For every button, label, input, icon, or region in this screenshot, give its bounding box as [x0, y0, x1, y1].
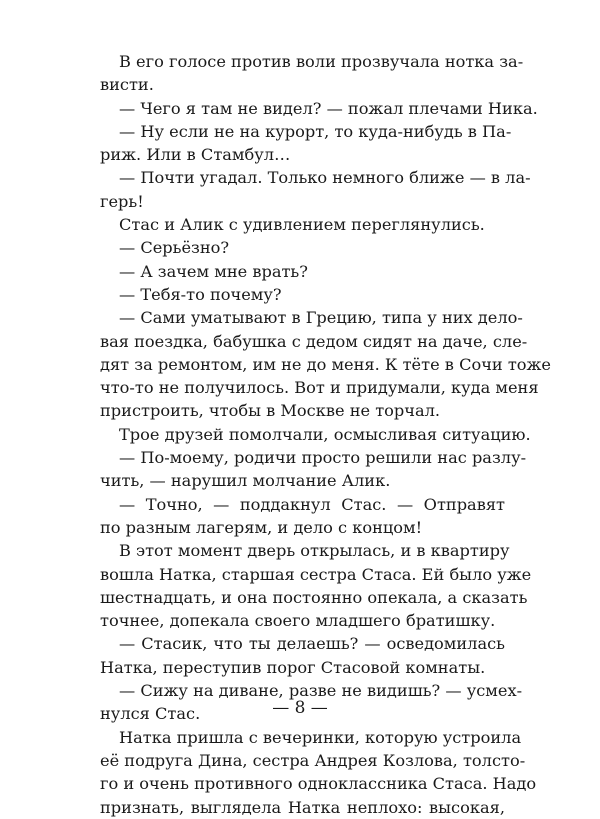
- text-line: шестнадцать, и она постоянно опекала, а сказать: [100, 587, 528, 607]
- text-line: по разным лагерям, и дело с концом!: [100, 517, 423, 537]
- text-line: герь!: [100, 191, 144, 211]
- text-line: висти.: [100, 75, 154, 95]
- page-number: — 8 —: [272, 698, 328, 718]
- text-line: го и очень противного одноклассника Стаса. Надо: [100, 774, 537, 794]
- text-line: В этот момент дверь открылась, и в квартиру: [119, 541, 510, 561]
- text-line: Стас и Алик с удивлением переглянулись.: [119, 215, 485, 235]
- text-line: — Сижу на диване, разве не видишь? — усмех-: [119, 681, 523, 701]
- text-line: — Точно, — поддакнул Стас. — Отправят: [119, 494, 505, 514]
- text-line: вая поездка, бабушка с дедом сидят на даче, сле-: [100, 331, 528, 351]
- text-line: Натка пришла с вечеринки, которую устроила: [119, 727, 522, 747]
- text-line: вошла Натка, старшая сестра Стаса. Ей было уже: [100, 564, 532, 584]
- text-line: — Сами уматывают в Грецию, типа у них дело-: [119, 308, 523, 328]
- text-line: — Почти угадал. Только немного ближе — в ла-: [119, 168, 531, 188]
- text-line: — А зачем мне врать?: [119, 261, 308, 281]
- text-line: — Стасик, что ты делаешь? — осведомилась: [119, 634, 505, 654]
- text-line: — Чего я там не видел? — пожал плечами Ника.: [119, 98, 538, 118]
- text-line: дят за ремонтом, им не до меня. К тёте в Сочи тоже: [100, 354, 552, 374]
- text-line: — Серьёзно?: [119, 238, 230, 258]
- text-line: нулся Стас.: [100, 704, 201, 724]
- text-line: риж. Или в Стамбул…: [100, 145, 291, 165]
- text-line: — Ну если не на курорт, то куда-нибудь в Па-: [119, 121, 512, 141]
- text-line: Натка, переступив порог Стасовой комнаты.: [100, 657, 486, 677]
- text-line: — По-моему, родичи просто решили нас разлу-: [119, 448, 527, 468]
- text-line: чить, — нарушил молчание Алик.: [100, 471, 391, 491]
- text-line: Трое друзей помолчали, осмысливая ситуацию.: [119, 424, 531, 444]
- text-line: её подруга Дина, сестра Андрея Козлова, толсто-: [100, 750, 526, 770]
- text-line: признать, выглядела Натка неплохо: высокая,: [100, 797, 505, 817]
- text-line: В его голосе против воли прозвучала нотка за-: [119, 52, 524, 71]
- text-line: точнее, допекала своего младшего братишку.: [100, 611, 496, 631]
- text-line: пристроить, чтобы в Москве не торчал.: [100, 401, 441, 421]
- text-line: что-то не получилось. Вот и придумали, куда меня: [100, 378, 539, 398]
- text-line: — Тебя-то почему?: [119, 284, 282, 304]
